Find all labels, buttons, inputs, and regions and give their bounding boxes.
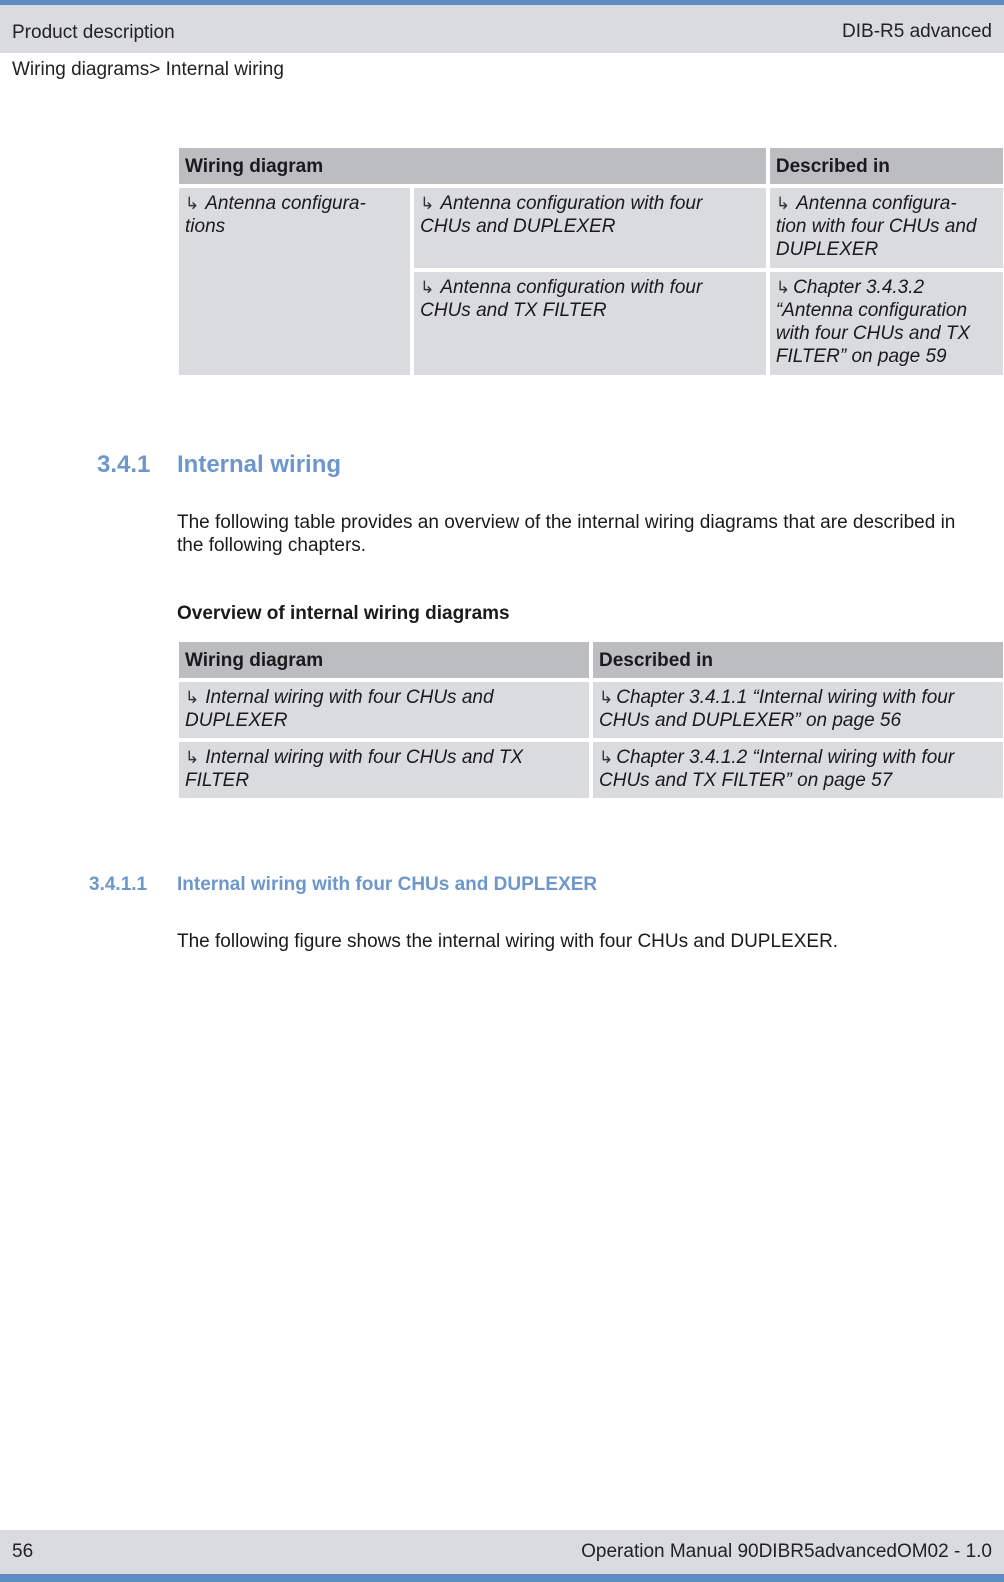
section-number: 3.4.1 bbox=[97, 451, 151, 478]
column-header-described-in: Described in bbox=[770, 148, 1003, 184]
column-header-wiring-diagram: Wiring diagram bbox=[179, 148, 766, 184]
diagram-cell[interactable] bbox=[414, 188, 766, 268]
link-arrow-icon: ↳ bbox=[185, 688, 200, 707]
link-text[interactable]: Antenna configura- tions bbox=[185, 193, 366, 237]
link-arrow-icon: ↳ bbox=[599, 748, 614, 767]
internal-wiring-overview-table bbox=[175, 638, 1004, 802]
page-header bbox=[0, 5, 1004, 53]
subsection-number: 3.4.1.1 bbox=[89, 874, 148, 895]
antenna-configuration-table bbox=[175, 144, 1004, 379]
table-row bbox=[179, 742, 1003, 798]
section-title: Internal wiring bbox=[177, 451, 342, 478]
page-number: 56 bbox=[12, 1541, 34, 1562]
footer-manual-id: Operation Manual 90DIBR5advancedOM02 - 1.0 bbox=[581, 1541, 992, 1562]
described-in-cell[interactable] bbox=[770, 272, 1003, 375]
breadcrumb: Wiring diagrams> Internal wiring bbox=[12, 59, 284, 80]
table-header-row bbox=[179, 642, 1003, 678]
link-text[interactable]: Antenna configura- tion with four CHUs and DUPLEXER bbox=[775, 193, 977, 260]
link-text[interactable]: Antenna configuration with four CHUs and TX FILTER bbox=[420, 277, 703, 321]
diagram-cell[interactable] bbox=[414, 272, 766, 375]
column-header-described-in: Described in bbox=[593, 642, 1003, 678]
link-arrow-icon: ↳ bbox=[420, 278, 435, 297]
link-arrow-icon: ↳ bbox=[775, 194, 791, 213]
described-in-cell[interactable] bbox=[593, 682, 1003, 738]
link-arrow-icon: ↳ bbox=[185, 194, 200, 213]
link-text[interactable]: Antenna configuration with four CHUs and DUPLEXER bbox=[420, 193, 703, 237]
link-text[interactable]: Internal wiring with four CHUs and DUPLEXER bbox=[185, 687, 494, 731]
link-arrow-icon: ↳ bbox=[185, 748, 200, 767]
group-cell[interactable] bbox=[179, 188, 410, 375]
header-product-name: DIB-R5 advanced bbox=[842, 21, 992, 42]
link-arrow-icon: ↳ bbox=[420, 194, 435, 213]
column-header-wiring-diagram: Wiring diagram bbox=[179, 642, 589, 678]
described-in-cell[interactable] bbox=[770, 188, 1003, 268]
table-row bbox=[179, 682, 1003, 738]
subsection-title: Internal wiring with four CHUs and DUPLEXER bbox=[177, 874, 598, 895]
table-row bbox=[179, 188, 1003, 268]
section-intro-paragraph: The following table provides an overview of the internal wiring diagrams that are described in the following chapters. bbox=[177, 512, 956, 556]
bottom-accent-rule bbox=[0, 1574, 1004, 1582]
header-section-title: Product description bbox=[12, 22, 175, 43]
table-caption: Overview of internal wiring diagrams bbox=[177, 603, 510, 624]
link-arrow-icon: ↳ bbox=[599, 688, 614, 707]
described-in-cell[interactable] bbox=[593, 742, 1003, 798]
diagram-cell[interactable] bbox=[179, 682, 589, 738]
diagram-cell[interactable] bbox=[179, 742, 589, 798]
link-text[interactable]: Chapter 3.4.1.2 “Internal wiring with four CHUs and TX FILTER” on page 57 bbox=[599, 747, 955, 791]
link-text[interactable]: Chapter 3.4.1.1 “Internal wiring with four CHUs and DUPLEXER” on page 56 bbox=[599, 687, 955, 731]
link-text[interactable]: Internal wiring with four CHUs and TX FILTER bbox=[185, 747, 524, 791]
link-text[interactable]: Chapter 3.4.3.2 “Antenna configuration with four CHUs and TX FILTER” on page 59 bbox=[775, 277, 971, 367]
table-header-row bbox=[179, 148, 1003, 184]
link-arrow-icon: ↳ bbox=[775, 278, 791, 297]
subsection-paragraph: The following figure shows the internal wiring with four CHUs and DUPLEXER. bbox=[177, 931, 839, 952]
